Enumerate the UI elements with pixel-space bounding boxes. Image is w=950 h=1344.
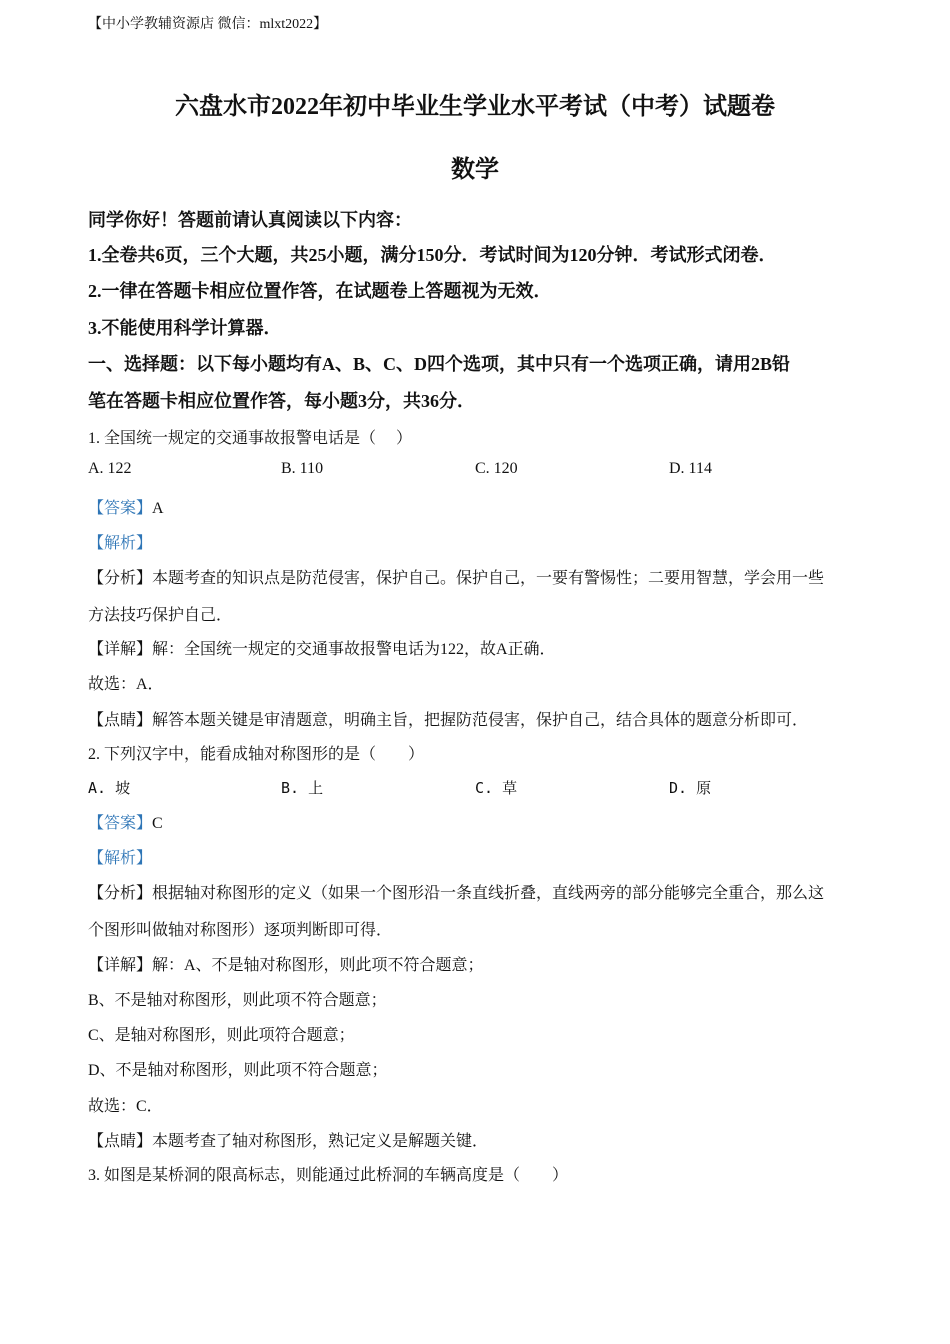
question-2-detail-c: C、是轴对称图形，则此项符合题意； <box>88 1027 355 1044</box>
intro-rule-2: 2.一律在答题卡相应位置作答，在试题卷上答题视为无效． <box>88 281 552 301</box>
question-1-option-d: D. 114 <box>669 460 712 477</box>
answer-value: A <box>152 500 164 517</box>
question-1-option-a: A. 122 <box>88 460 132 477</box>
question-2-option-a: A. 坡 <box>88 779 131 797</box>
question-1-fenxi-line2: 方法技巧保护自己． <box>88 607 233 624</box>
question-1-option-c: C. 120 <box>475 460 518 477</box>
answer-tag: 【答案】 <box>88 500 153 517</box>
question-2-analysis-tag: 【解析】 <box>88 850 153 867</box>
question-1-detail: 【详解】解：全国统一规定的交通事故报警电话为122，故A正确． <box>88 641 556 658</box>
question-1-answer <box>88 495 164 518</box>
question-2-stem: 2. 下列汉字中，能看成轴对称图形的是（ ） <box>88 746 425 763</box>
question-2-choice: 故选：C． <box>88 1098 163 1115</box>
question-2-dianjing: 【点睛】本题考查了轴对称图形，熟记定义是解题关键． <box>88 1133 489 1150</box>
intro-greeting: 同学你好！答题前请认真阅读以下内容： <box>88 210 412 230</box>
section-1-heading-line2: 笔在答题卡相应位置作答，每小题3分，共36分． <box>88 391 475 411</box>
question-1-fenxi-line1: 【分析】本题考查的知识点是防范侵害，保护自己。保护自己，一要有警惕性；二要用智慧，学会用一些 <box>88 570 825 587</box>
subject-title: 数学 <box>451 157 499 183</box>
question-2-option-d: D. 原 <box>669 779 712 797</box>
answer-tag: 【答案】 <box>88 815 153 832</box>
question-2-fenxi-line1: 【分析】根据轴对称图形的定义（如果一个图形沿一条直线折叠，直线两旁的部分能够完全重合，那么这 <box>88 885 825 902</box>
question-1-dianjing: 【点睛】解答本题关键是审清题意，明确主旨，把握防范侵害，保护自己，结合具体的题意分析即可． <box>88 712 809 729</box>
section-1-heading-line1: 一、选择题：以下每小题均有A、B、C、D四个选项，其中只有一个选项正确，请用2B铅 <box>88 354 791 374</box>
answer-value: C <box>152 815 163 832</box>
page-header: 【中小学教辅资源店 微信：mlxt2022】 <box>88 17 328 32</box>
question-1-stem: 1. 全国统一规定的交通事故报警电话是（ ） <box>88 430 413 447</box>
intro-rule-3: 3.不能使用科学计算器． <box>88 318 282 338</box>
question-2-detail-a: 【详解】解：A、不是轴对称图形，则此项不符合题意； <box>88 957 484 974</box>
intro-rule-1: 1.全卷共6页，三个大题，共25小题，满分150分．考试时间为120分钟．考试形式闭卷． <box>88 245 777 265</box>
question-2-option-b: B. 上 <box>281 779 324 797</box>
question-3-stem: 3. 如图是某桥洞的限高标志，则能通过此桥洞的车辆高度是（ ） <box>88 1167 569 1184</box>
question-2-fenxi-line2: 个图形叫做轴对称图形）逐项判断即可得． <box>88 922 393 939</box>
question-2-detail-b: B、不是轴对称图形，则此项不符合题意； <box>88 992 387 1009</box>
question-1-choice: 故选：A． <box>88 676 164 693</box>
question-2-detail-d: D、不是轴对称图形，则此项不符合题意； <box>88 1062 388 1079</box>
question-2-answer <box>88 810 163 833</box>
question-1-analysis-tag: 【解析】 <box>88 535 153 552</box>
question-2-option-c: C. 草 <box>475 779 518 797</box>
exam-title: 六盘水市2022年初中毕业生学业水平考试（中考）试题卷 <box>175 94 775 120</box>
question-1-option-b: B. 110 <box>281 460 324 477</box>
